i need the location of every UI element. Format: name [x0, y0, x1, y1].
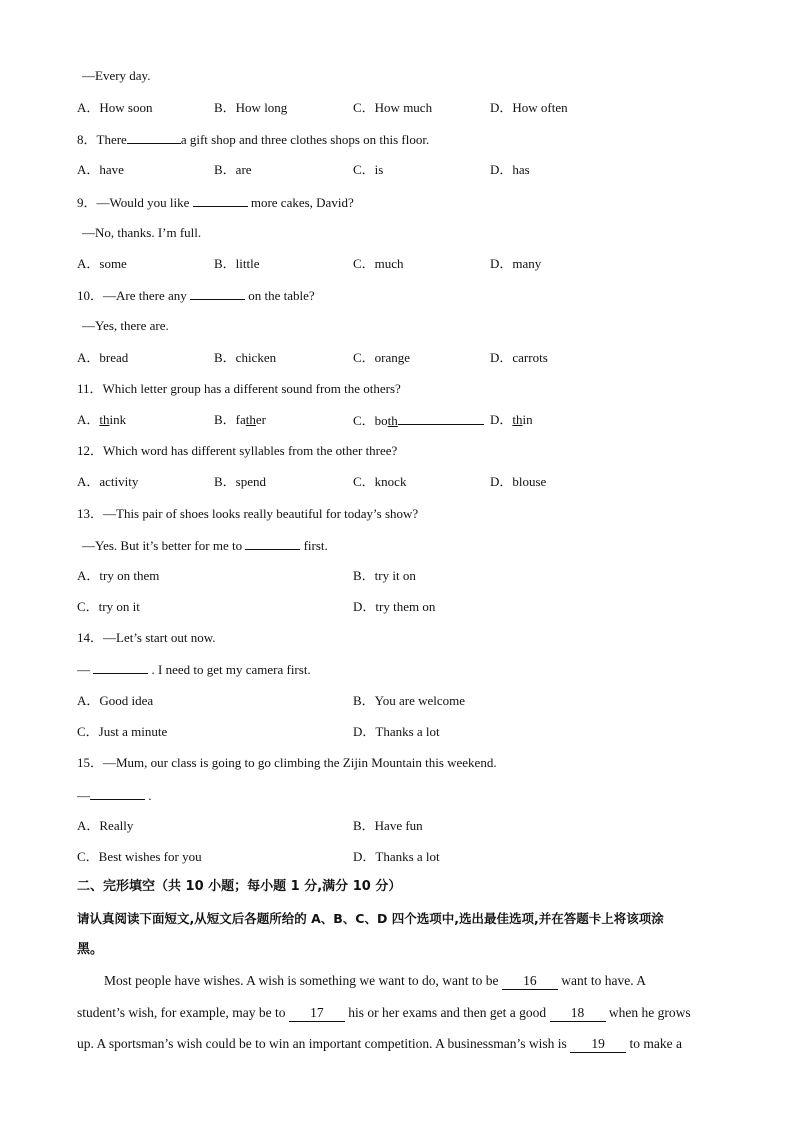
q8-option-b: B．are: [214, 162, 252, 177]
q11-b-underlined: th: [245, 412, 256, 427]
q14-option-b: B．You are welcome: [353, 693, 466, 708]
q8-stem-after: a gift shop and three clothes shops on this floor.: [180, 132, 430, 147]
q13-option-c: C．try on it: [77, 599, 140, 614]
q7-option-c: C．How much: [353, 100, 433, 115]
q12-option-b: B．spend: [214, 474, 267, 489]
q9-option-d: D．many: [490, 256, 542, 271]
q11-a-prefix: A．: [77, 412, 100, 427]
q7-option-d: D．How often: [490, 100, 568, 115]
passage-line-2: [77, 1005, 719, 1022]
q15-option-a: A．Really: [77, 818, 134, 833]
q11-d-underlined: th: [512, 412, 523, 427]
section2-instruction-line2: 黑。: [77, 942, 104, 957]
q11-d-prefix: D．: [490, 412, 513, 427]
q15-reply-after: .: [148, 788, 152, 803]
q14-reply: [77, 661, 311, 678]
q12-option-a: A．activity: [77, 474, 139, 489]
q11-option-a: [77, 412, 126, 428]
q13-reply-after: first.: [303, 538, 328, 553]
passage-text: up. A sportsman’s wish could be to win an important competition. A businessman’s wish is: [77, 1036, 567, 1051]
q11-c-trailing-line: [398, 412, 484, 425]
q7-option-b: B．How long: [214, 100, 288, 115]
q15-option-c: C．Best wishes for you: [77, 849, 202, 864]
q9-stem-before: 9．—Would you like: [77, 195, 190, 210]
q8-option-c: C．is: [353, 162, 384, 177]
q15-option-d: D．Thanks a lot: [353, 849, 440, 864]
q9-stem-after: more cakes, David?: [250, 195, 354, 210]
section2-instruction-line1: 请认真阅读下面短文,从短文后各题所给的 A、B、C、D 四个选项中,选出最佳选项,并在答题卡上将该项涂: [77, 911, 664, 926]
passage-text: when he grows: [608, 1005, 691, 1020]
passage-text: student’s wish, for example, may be to: [77, 1005, 286, 1020]
q14-reply-after: . I need to get my camera first.: [151, 662, 311, 677]
q9-option-a: A．some: [77, 256, 127, 271]
q15-blank: [90, 787, 145, 800]
q12-option-d: D．blouse: [490, 474, 547, 489]
blank-19: 19: [570, 1036, 626, 1053]
q13-option-d: D．try them on: [353, 599, 436, 614]
passage-line-3: [77, 1036, 719, 1053]
q11-c-prefix: C．bo: [353, 413, 388, 428]
q13-blank: [245, 537, 300, 550]
q10-option-d: D．carrots: [490, 350, 548, 365]
q11-b-prefix: B．fa: [214, 412, 246, 427]
q11-option-c: [353, 412, 484, 429]
q10-stem-before: 10．—Are there any: [77, 288, 187, 303]
q8-number: 8．: [77, 132, 97, 147]
q13-reply: [82, 537, 328, 554]
q14-option-c: C．Just a minute: [77, 724, 168, 739]
q11-option-b: [214, 412, 266, 428]
q13-option-b: B．try it on: [353, 568, 416, 583]
q8-blank: [127, 131, 181, 144]
q8-option-a: A．have: [77, 162, 124, 177]
q11-b-rest: er: [255, 412, 267, 427]
q11-option-d: [490, 412, 533, 428]
q8-stem: [77, 131, 429, 148]
q12-stem: 12．Which word has different syllables from the other three?: [77, 443, 398, 458]
q14-reply-before: —: [77, 662, 90, 677]
passage-text: his or her exams and then get a good: [348, 1005, 547, 1020]
q11-d-rest: in: [522, 412, 533, 427]
q11-c-underlined: th: [387, 413, 398, 428]
q13-stem: 13．—This pair of shoes looks really beautiful for today’s show?: [77, 506, 419, 521]
q15-reply: [77, 787, 152, 804]
q10-stem: [77, 287, 315, 304]
q14-stem: 14．—Let’s start out now.: [77, 630, 216, 645]
q8-option-d: D．has: [490, 162, 530, 177]
passage-text: Most people have wishes. A wish is something we want to do, want to be: [104, 973, 499, 988]
q14-option-a: A．Good idea: [77, 693, 154, 708]
q9-option-c: C．much: [353, 256, 404, 271]
blank-17: 17: [289, 1005, 345, 1022]
q10-option-b: B．chicken: [214, 350, 277, 365]
q14-option-d: D．Thanks a lot: [353, 724, 440, 739]
q14-blank: [93, 661, 148, 674]
passage-text: to make a: [629, 1036, 682, 1051]
q12-option-c: C．knock: [353, 474, 407, 489]
q13-option-a: A．try on them: [77, 568, 160, 583]
q8-stem-before: There: [96, 132, 127, 147]
q10-blank: [190, 287, 245, 300]
q11-a-rest: ink: [109, 412, 127, 427]
q10-reply: —Yes, there are.: [82, 318, 169, 333]
q9-blank: [193, 194, 248, 207]
q11-stem: 11．Which letter group has a different sound from the others?: [77, 381, 401, 396]
q10-stem-after: on the table?: [248, 288, 315, 303]
section2-heading: 二、完形填空（共 10 小题；每小题 1 分,满分 10 分）: [77, 879, 402, 894]
q9-stem: [77, 194, 354, 211]
blank-16: 16: [502, 973, 558, 990]
q15-reply-before: —: [77, 788, 90, 803]
q11-a-underlined: th: [99, 412, 110, 427]
passage-line-1: [104, 973, 719, 990]
q9-reply: —No, thanks. I’m full.: [82, 225, 202, 240]
passage-text: want to have. A: [561, 973, 646, 988]
q15-stem: 15．—Mum, our class is going to go climbing the Zijin Mountain this weekend.: [77, 755, 497, 770]
q13-reply-before: —Yes. But it’s better for me to: [82, 538, 243, 553]
q9-option-b: B．little: [214, 256, 260, 271]
q7-answer-line: —Every day.: [82, 68, 151, 83]
q7-option-a: A．How soon: [77, 100, 153, 115]
q10-option-c: C．orange: [353, 350, 411, 365]
blank-18: 18: [550, 1005, 606, 1022]
q15-option-b: B．Have fun: [353, 818, 423, 833]
q10-option-a: A．bread: [77, 350, 129, 365]
